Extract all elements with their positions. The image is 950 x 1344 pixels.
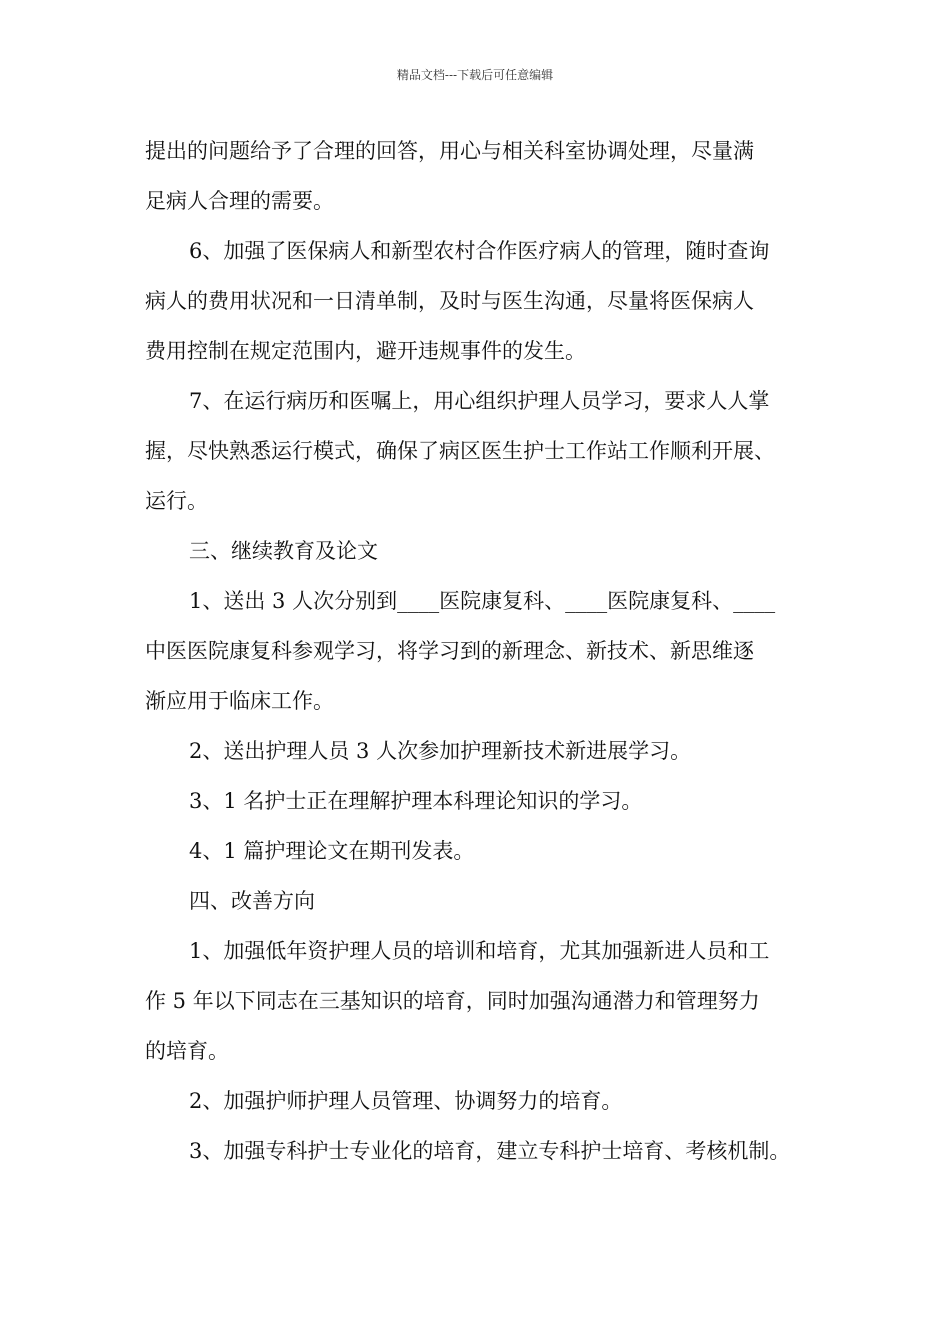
text-line: 渐应用于临床工作。 xyxy=(145,689,334,713)
text-line: 足病人合理的需要。 xyxy=(145,189,334,213)
text-line: 费用控制在规定范围内，避开违规事件的发生。 xyxy=(145,339,586,363)
text-line: 作 5 年以下同志在三基知识的培育，同时加强沟通潜力和管理努力 xyxy=(145,989,760,1013)
page-header: 精品文档---下载后可任意编辑 xyxy=(396,68,554,82)
text-line: 1、送出 3 人次分别到____医院康复科、____医院康复科、____ xyxy=(189,589,776,613)
text-line: 1、加强低年资护理人员的培训和培育，尤其加强新进人员和工 xyxy=(189,939,770,963)
text-line: 6、加强了医保病人和新型农村合作医疗病人的管理，随时查询 xyxy=(189,239,770,263)
text-line: 3、加强专科护士专业化的培育，建立专科护士培育、考核机制。 xyxy=(189,1139,791,1163)
text-line: 握，尽快熟悉运行模式，确保了病区医生护士工作站工作顺利开展、 xyxy=(145,439,775,463)
text-line: 运行。 xyxy=(145,489,208,513)
text-line: 2、送出护理人员 3 人次参加护理新技术新进展学习。 xyxy=(189,739,692,763)
section-heading: 三、继续教育及论文 xyxy=(189,539,378,563)
text-line: 4、1 篇护理论文在期刊发表。 xyxy=(189,839,475,863)
section-heading: 四、改善方向 xyxy=(189,889,315,913)
text-line: 病人的费用状况和一日清单制，及时与医生沟通，尽量将医保病人 xyxy=(145,289,754,313)
text-line: 3、1 名护士正在理解护理本科理论知识的学习。 xyxy=(189,789,643,813)
text-line: 提出的问题给予了合理的回答，用心与相关科室协调处理，尽量满 xyxy=(145,139,754,163)
text-line: 2、加强护师护理人员管理、协调努力的培育。 xyxy=(189,1089,623,1113)
text-line: 7、在运行病历和医嘱上，用心组织护理人员学习，要求人人掌 xyxy=(189,389,770,413)
text-line: 的培育。 xyxy=(145,1039,229,1063)
text-line: 中医医院康复科参观学习，将学习到的新理念、新技术、新思维逐 xyxy=(145,639,754,663)
document-body xyxy=(145,126,825,1176)
